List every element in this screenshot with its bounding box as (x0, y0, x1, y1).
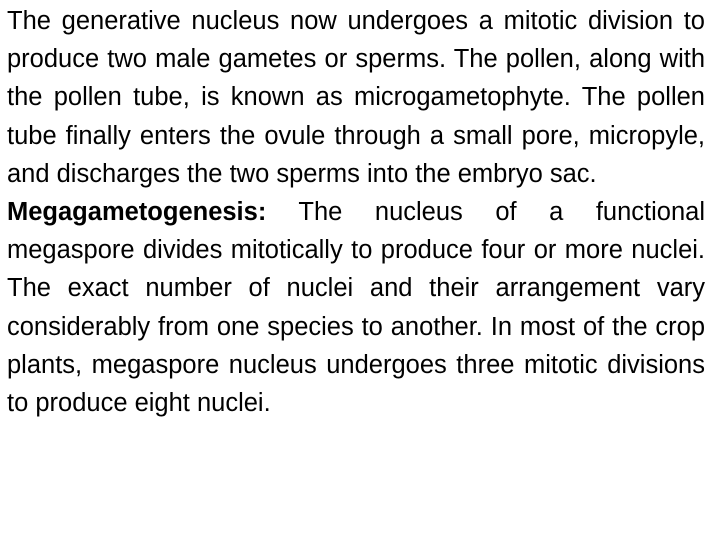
paragraph-microgametophyte: The generative nucleus now undergoes a mitotic division to produce two male gametes or sperms. The pollen, along with the pollen tube, is known as microgametophyte. The pollen tube finally enters the ovule through a small pore, micropyle, and discharges the two sperms into the embryo sac. (7, 7, 705, 188)
megagametogenesis-description: The nucleus of a functional megaspore divides mitotically to produce four or more nuclei. The exact number of nuclei and their arrangement vary considerably from one species to another. In most of the crop plants, megaspore nucleus undergoes three mitotic divisions to produce eight nuclei. (7, 198, 705, 418)
text-block (7, 2, 705, 422)
paragraph-megagametogenesis (7, 193, 705, 422)
term-megagametogenesis: Megagametogenesis: (7, 198, 267, 227)
